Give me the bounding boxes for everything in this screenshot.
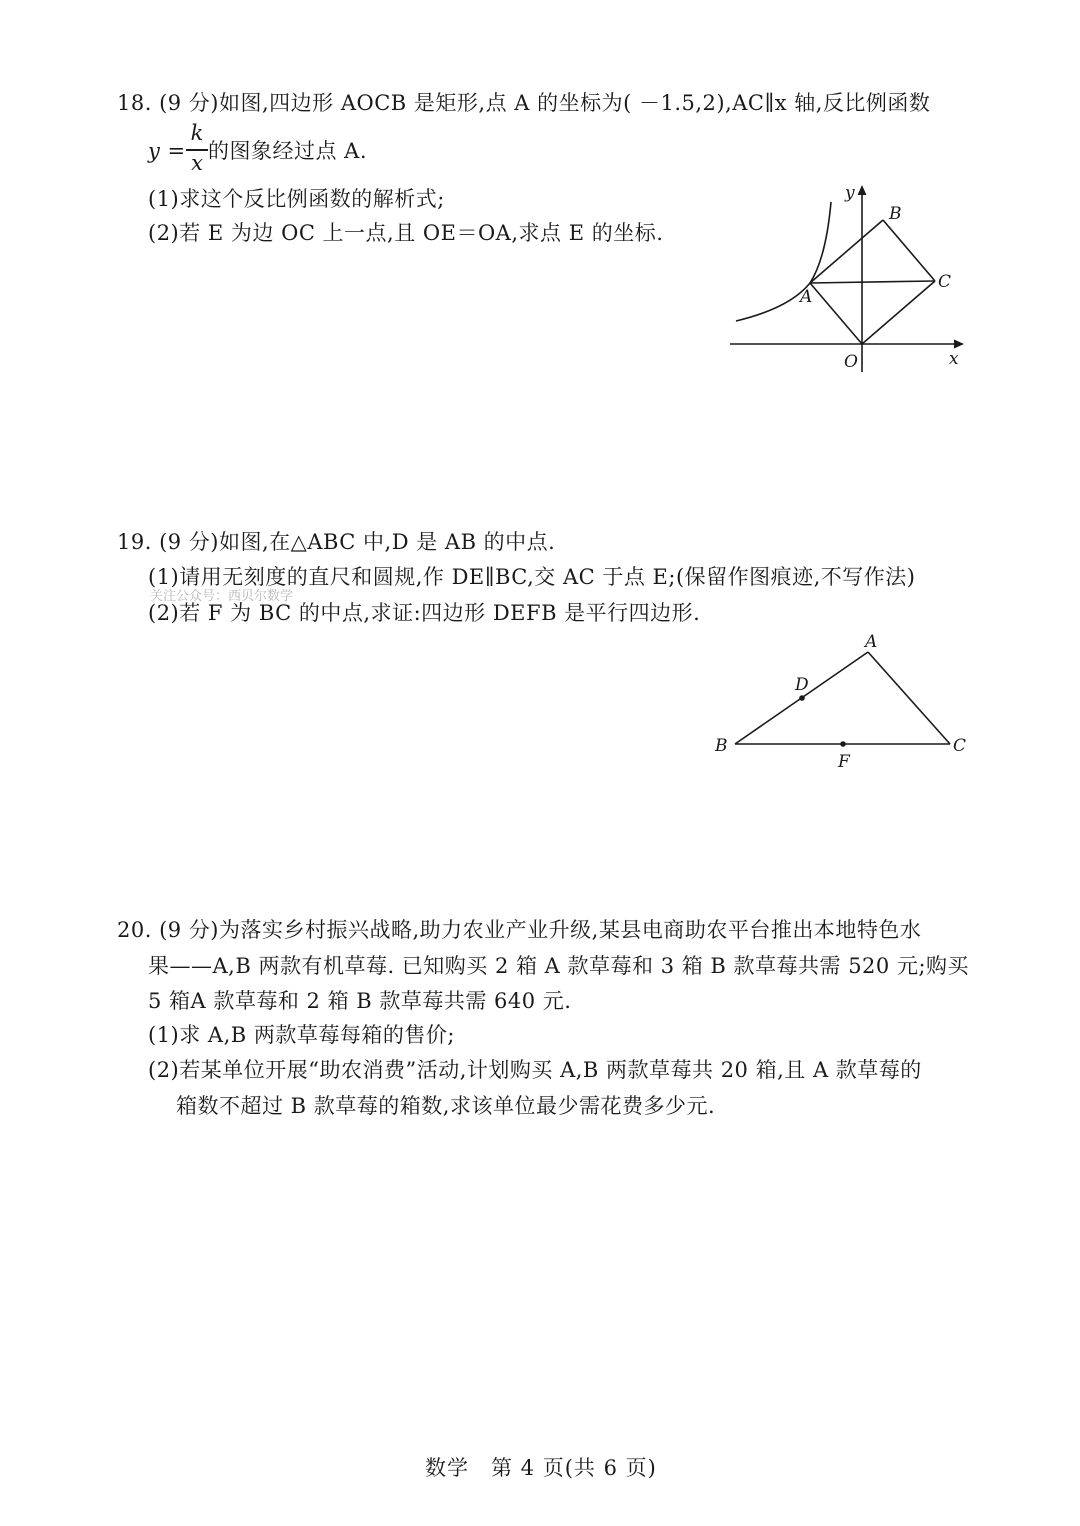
q18-stem-line1: 18. (9 分)如图,四边形 AOCB 是矩形,点 A 的坐标为( －1.5,2),AC∥x 轴,反比例函数 — [117, 91, 931, 115]
q18-y-equals: y = — [148, 139, 186, 163]
q18-hyperbola-curve — [736, 202, 831, 321]
q18-stem-line2: 的图象经过点 A. — [208, 139, 368, 163]
q19-figure — [705, 627, 975, 777]
q18-segment-cb — [883, 220, 935, 281]
q19-label-d: D — [795, 675, 809, 695]
q18-label-y: y — [845, 183, 855, 203]
q19-label-f: F — [838, 752, 850, 772]
q18-part2: (2)若 E 为边 OC 上一点,且 OE＝OA,求点 E 的坐标. — [148, 221, 664, 245]
q18-x-axis-arrow — [954, 340, 964, 349]
q20-part2-line1: (2)若某单位开展“助农消费”活动,计划购买 A,B 两款草莓共 20 箱,且 A 款草莓的 — [148, 1058, 922, 1082]
q19-label-a: A — [865, 632, 878, 652]
q20-stem-line3: 5 箱A 款草莓和 2 箱 B 款草莓共需 640 元. — [148, 989, 572, 1013]
q20-stem-line1: 20. (9 分)为落实乡村振兴战略,助力农业产业升级,某县电商助农平台推出本地特色水 — [117, 918, 922, 942]
q19-part2: (2)若 F 为 BC 的中点,求证:四边形 DEFB 是平行四边形. — [148, 601, 701, 625]
q19-label-b: B — [715, 736, 728, 756]
q18-label-o: O — [844, 352, 858, 372]
q18-fraction-denominator: x — [191, 151, 203, 175]
q18-segment-ba — [810, 220, 883, 283]
q19-segment-ac — [868, 652, 950, 744]
q18-label-c: C — [938, 272, 952, 292]
q19-part1: (1)请用无刻度的直尺和圆规,作 DE∥BC,交 AC 于点 E;(保留作图痕迹,不写作法) — [148, 565, 916, 589]
q18-label-x: x — [949, 349, 959, 369]
q19-point-f — [840, 741, 846, 747]
q18-y-axis-arrow — [858, 185, 867, 195]
q20-part2-line2: 箱数不超过 B 款草莓的箱数,求该单位最少需花费多少元. — [176, 1094, 716, 1118]
q18-part1: (1)求这个反比例函数的解析式; — [148, 187, 445, 211]
q18-label-b: B — [889, 204, 902, 224]
q18-segment-ac — [810, 281, 935, 283]
q18-segment-ao — [810, 283, 862, 344]
q19-stem: 19. (9 分)如图,在△ABC 中,D 是 AB 的中点. — [117, 530, 556, 554]
q19-point-d — [799, 695, 805, 701]
q18-fraction-numerator: k — [190, 121, 204, 145]
q20-stem-line2: 果——A,B 两款有机草莓. 已知购买 2 箱 A 款草莓和 3 箱 B 款草莓共需 520 元;购买 — [148, 954, 970, 978]
q18-figure — [720, 180, 980, 380]
page-footer: 数学 第 4 页(共 6 页) — [425, 1456, 657, 1480]
watermark-text: 关注公众号：西贝尔数学 — [150, 589, 294, 604]
q19-label-c: C — [953, 736, 967, 756]
q18-label-a: A — [800, 287, 813, 307]
q18-segment-oc — [862, 281, 935, 344]
q20-part1: (1)求 A,B 两款草莓每箱的售价; — [148, 1023, 455, 1047]
